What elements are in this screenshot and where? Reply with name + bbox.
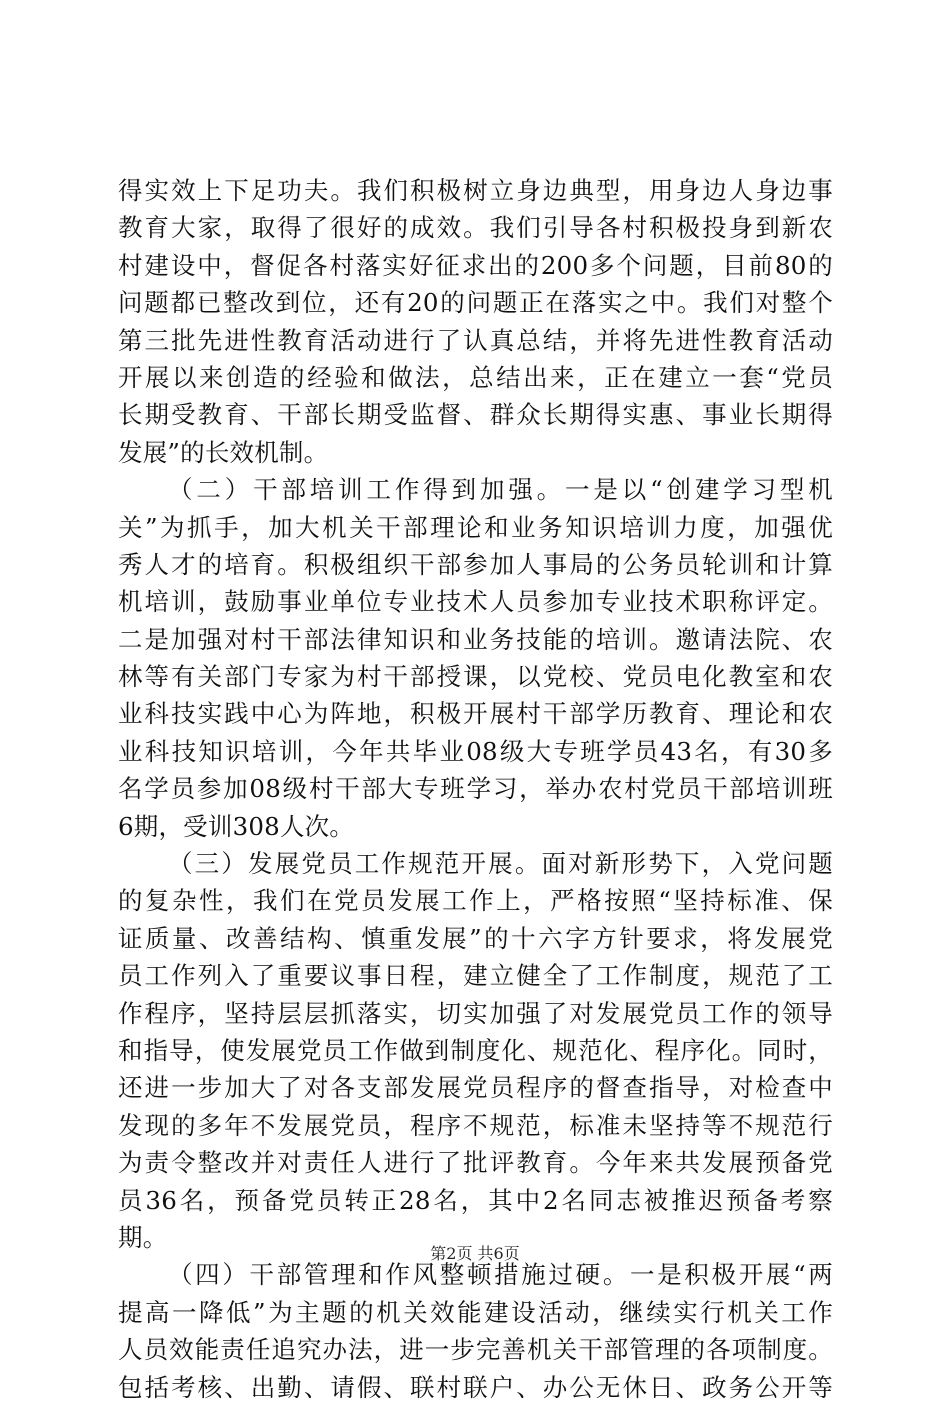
text-line: 秀人才的培育。积极组织干部参加人事局的公务员轮训和计算 xyxy=(118,549,833,579)
text-line: 业科技知识培训，今年共毕业08级大专班学员43名，有30多 xyxy=(118,736,833,766)
document-body xyxy=(118,172,833,1406)
text-line: 二是加强对村干部法律知识和业务技能的培训。邀请法院、农 xyxy=(118,624,833,654)
text-line: 发现的多年不发展党员，程序不规范，标准未坚持等不规范行 xyxy=(118,1110,833,1140)
text-line: 业科技实践中心为阵地，积极开展村干部学历教育、理论和农 xyxy=(118,699,833,729)
text-line: 还进一步加大了对各支部发展党员程序的督查指导，对检查中 xyxy=(118,1073,833,1103)
text-line: 和指导，使发展党员工作做到制度化、规范化、程序化。同时， xyxy=(118,1035,833,1065)
text-line: 长期受教育、干部长期受监督、群众长期得实惠、事业长期得 xyxy=(118,400,833,430)
text-line: 第三批先进性教育活动进行了认真总结，并将先进性教育活动 xyxy=(118,325,833,355)
text-line: 作程序，坚持层层抓落实，切实加强了对发展党员工作的领导 xyxy=(118,998,833,1028)
text-line: 提高一降低”为主题的机关效能建设活动，继续实行机关工作 xyxy=(118,1297,833,1327)
text-line: 为责令整改并对责任人进行了批评教育。今年来共发展预备党 xyxy=(118,1148,833,1178)
page-footer: 第2页 共6页 xyxy=(430,1244,520,1263)
text-line: 人员效能责任追究办法，进一步完善机关干部管理的各项制度。 xyxy=(118,1335,833,1365)
text-line: 的复杂性，我们在党员发展工作上，严格按照“坚持标准、保 xyxy=(118,886,833,916)
text-line: 村建设中，督促各村落实好征求出的200多个问题，目前80的 xyxy=(118,250,833,280)
text-line: 问题都已整改到位，还有20的问题正在落实之中。我们对整个 xyxy=(118,288,833,318)
text-line: 期。 xyxy=(118,1222,168,1252)
text-line: 发展”的长效机制。 xyxy=(118,437,329,467)
text-line: （二）干部培训工作得到加强。一是以“创建学习型机 xyxy=(168,475,833,505)
text-line: 关”为抓手，加大机关干部理论和业务知识培训力度，加强优 xyxy=(118,512,833,542)
text-line: 证质量、改善结构、慎重发展”的十六字方针要求，将发展党 xyxy=(118,923,833,953)
text-line: 包括考核、出勤、请假、联村联户、办公无休日、政务公开等 xyxy=(118,1372,833,1402)
text-line: 员36名，预备党员转正28名，其中2名同志被推迟预备考察 xyxy=(118,1185,833,1215)
text-line: 得实效上下足功夫。我们积极树立身边典型，用身边人身边事 xyxy=(118,176,833,205)
text-line: 名学员参加08级村干部大专班学习，举办农村党员干部培训班 xyxy=(118,774,833,804)
text-line: 6期，受训308人次。 xyxy=(118,811,355,841)
text-line: 开展以来创造的经验和做法，总结出来，正在建立一套“党员 xyxy=(118,362,833,392)
text-line: 员工作列入了重要议事日程，建立健全了工作制度，规范了工 xyxy=(118,961,833,991)
text-line: （三）发展党员工作规范开展。面对新形势下，入党问题 xyxy=(168,849,833,879)
text-line: 林等有关部门专家为村干部授课，以党校、党员电化教室和农 xyxy=(118,662,833,692)
text-line: 机培训，鼓励事业单位专业技术人员参加专业技术职称评定。 xyxy=(118,587,833,617)
text-line: （四）干部管理和作风整顿措施过硬。一是积极开展“两 xyxy=(168,1260,833,1290)
text-line: 教育大家，取得了很好的成效。我们引导各村积极投身到新农 xyxy=(118,213,833,243)
